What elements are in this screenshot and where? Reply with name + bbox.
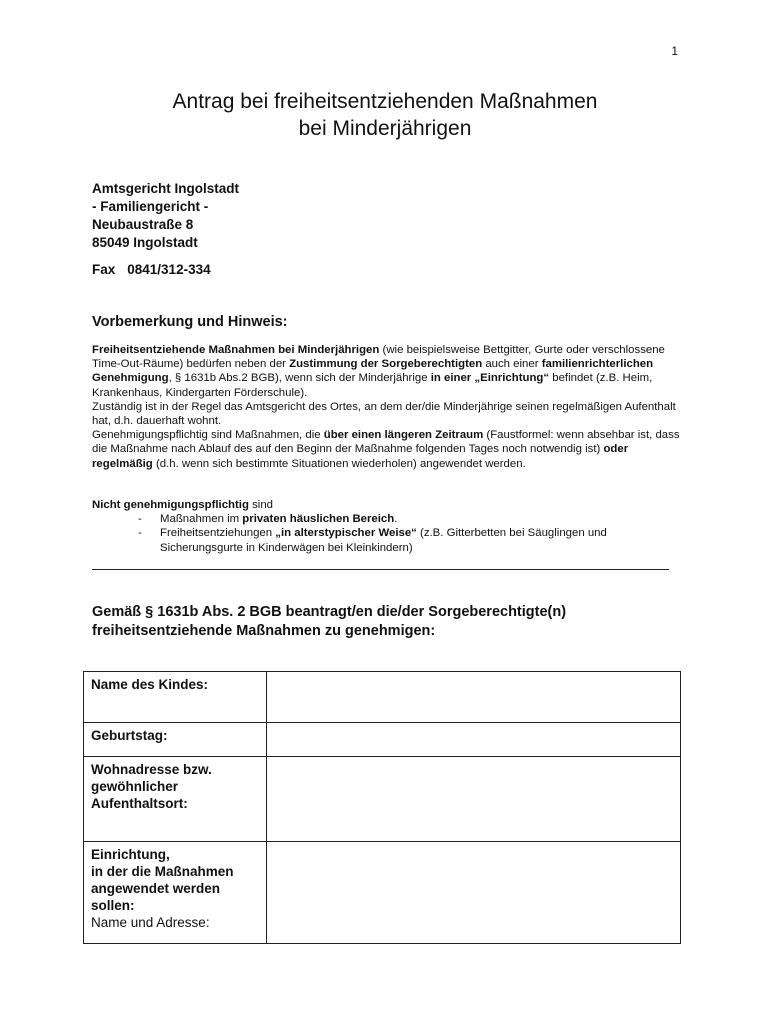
facility-label-line-3: angewendet werden [91, 881, 221, 896]
fax-number: 0841/312-334 [127, 262, 211, 277]
residence-label-line-1: Wohnadresse bzw. [91, 762, 212, 777]
list-item-text: Freiheitsentziehungen [160, 527, 276, 540]
facility-label [84, 842, 267, 944]
birthday-label: Geburtstag: [84, 723, 267, 757]
notice-text [92, 343, 682, 471]
not-required-bold: Nicht genehmigungspflichtig [92, 499, 249, 511]
notice-text-6: (Faustformel: wenn absehbar ist, dass die Maßnahme nach Ablauf des auf den Beginn der Maßnahme folgenden Tages noch notwendig ist) [92, 429, 680, 456]
notice-bold-facility: in einer „Einrichtung“ [430, 372, 550, 385]
facility-label-line-1: Einrichtung, [91, 847, 170, 862]
birthday-field[interactable] [267, 723, 681, 757]
address-line-city: 85049 Ingolstadt [92, 235, 198, 250]
facility-label-line-5: Name und Adresse: [91, 915, 210, 930]
list-item-bold: „in alterstypischer Weise“ [275, 527, 417, 540]
title-line-1: Antrag bei freiheitsentziehenden Maßnahmen [172, 90, 598, 113]
list-dash: - [138, 513, 142, 526]
facility-field[interactable] [267, 842, 681, 944]
residence-label-line-3: Aufenthaltsort: [91, 796, 188, 811]
notice-bold-period: über einen längeren Zeitraum [323, 429, 484, 442]
notice-text-1: (wie beispielsweise Bettgitter, Gurte oder verschlossene Time-Out-Räume) bedürfen neben der [92, 344, 665, 371]
notice-bold-measures: Freiheitsentziehende Maßnahmen bei Minderjährigen [92, 344, 380, 356]
notice-bold-consent: Zustimmung der Sorgeberechtigten [289, 358, 483, 371]
table-row-child-name [84, 672, 681, 723]
fax-label: Fax [92, 262, 116, 277]
child-name-field[interactable] [267, 672, 681, 723]
list-dash: - [138, 527, 142, 540]
notice-bold-approval: familienrichterlichen Genehmigung [92, 358, 654, 385]
notice-text-3: , § 1631b Abs.2 BGB), wenn sich der Minderjährige [168, 372, 431, 385]
fax-line [92, 262, 211, 277]
horizontal-divider [92, 569, 669, 570]
title-line-2: bei Minderjährigen [298, 117, 472, 140]
address-line-street: Neubaustraße 8 [92, 217, 194, 232]
court-address [92, 180, 239, 252]
list-item [92, 526, 682, 554]
notice-paragraph-3 [92, 428, 682, 471]
notice-bold-regular: oder regelmäßig [92, 443, 629, 470]
not-required-list [92, 512, 682, 555]
list-item-text-end: (z.B. Gitterbetten bei Säuglingen und Sicherungsgurte in Kinderwägen bei Kleinkindern) [160, 527, 607, 554]
notice-text-5: Genehmigungspflichtig sind Maßnahmen, die [92, 429, 324, 442]
application-heading-line-1: Gemäß § 1631b Abs. 2 BGB beantragt/en die/der Sorgeberechtigte(n) [92, 604, 567, 620]
list-item-text: Maßnahmen im [160, 513, 243, 526]
table-row-birthday [84, 723, 681, 757]
not-required-intro [92, 498, 682, 512]
page-number: 1 [671, 44, 678, 58]
list-item-bold: privaten häuslichen Bereich [242, 513, 395, 526]
notice-paragraph-2: Zuständig ist in der Regel das Amtsgericht des Ortes, an dem der/die Minderjährige seinen regelmäßigen Aufenthalt hat, d.h. dauerhaft wohnt. [92, 400, 676, 428]
residence-field[interactable] [267, 757, 681, 842]
vorbemerkung-heading: Vorbemerkung und Hinweis: [92, 314, 288, 330]
facility-label-line-2: in der die Maßnahmen [91, 864, 234, 879]
application-form-table [83, 671, 681, 944]
child-name-label: Name des Kindes: [84, 672, 267, 723]
address-line-department: - Familiengericht - [92, 199, 209, 214]
table-row-facility [84, 842, 681, 944]
not-required-intro-text: sind [248, 499, 273, 511]
notice-text-2: auch einer [482, 358, 542, 371]
address-line-court: Amtsgericht Ingolstadt [92, 181, 240, 196]
notice-paragraph-1 [92, 343, 682, 400]
application-heading [92, 603, 566, 641]
table-row-residence [84, 757, 681, 842]
facility-label-line-4: sollen: [91, 898, 135, 913]
notice-text-4: befindet (z.B. Heim, Krankenhaus, Kindergarten Förderschule). [92, 372, 653, 399]
list-item [92, 512, 682, 526]
document-title [0, 88, 770, 142]
list-item-text-end: . [394, 513, 398, 526]
notice-text-7: (d.h. wenn sich bestimmte Situationen wiederholen) angewendet werden. [152, 457, 526, 470]
residence-label [84, 757, 267, 842]
not-required-section [92, 498, 682, 555]
application-heading-line-2: freiheitsentziehende Maßnahmen zu genehmigen: [92, 623, 436, 639]
residence-label-line-2: gewöhnlicher [91, 779, 179, 794]
